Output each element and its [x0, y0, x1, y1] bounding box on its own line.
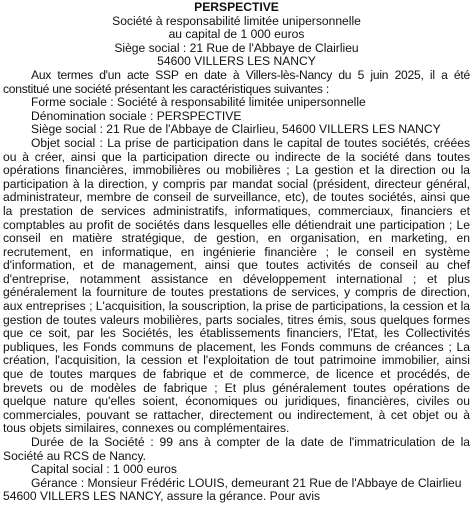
- share-capital-line: Capital social : 1 000 euros: [31, 462, 177, 477]
- company-name-line: Dénomination sociale : PERSPECTIVE: [31, 108, 242, 123]
- head-office-line: Siège social : 21 Rue de l'Abbaye de Clairlieu, 54600 VILLERS LES NANCY: [31, 122, 441, 137]
- legal-form-line: Forme sociale : Société à responsabilité limitée unipersonnelle: [31, 95, 366, 110]
- intro-paragraph: Aux termes d'un acte SSP en date à Villers-lès-Nancy du 5 juin 2025, il a été constitué une société présentant les caractéristiques suivantes :: [3, 67, 470, 96]
- company-legal-form: Société à responsabilité limitée unipersonnelle: [112, 13, 361, 28]
- corporate-purpose-paragraph: Objet social : La prise de participation dans le capital de toutes sociétés, créées ou à créer, ainsi que la participation directe ou indirecte de la société dans toutes opérations financières, immobilières ou mobilières ; La gestion et la direction ou la participation à la direction, y compris par mandat social (président, directeur général, administrateur, membre de conseil de surveillance, etc), de toutes sociétés, ainsi que la prestation de services administratifs, informatiques, commerciaux, financiers et comptables au profit de sociétés dans lesquelles elle détiendrait une participation ; Le conseil en matière stratégique, de gestion, en organisation, en marketing, en recrutement, en informatique, en ingénierie financière ; le conseil en système d'information, et de management, ainsi que toutes activités de conseil au chef d'entreprise, notamment assistance en développement international ; et plus généralement la fourniture de toutes prestations de services, y compris de direction, aux entreprises ; L'acquisition, la souscription, la prise de participations, la cession et la gestion de toutes valeurs mobilières, parts sociales, titres émis, sous quelques formes que ce soit, par les Sociétés, les établissements financiers, l'Etat, les Collectivités publiques, les Fonds communs de placement, les Fonds communs de créances ; La création, l'acquisition, la cession et l'exploitation de tout patrimoine immobilier, ainsi que de toutes marques de fabrique et de commerce, de licence et procédés, de brevets ou de modèles de fabrique ; Et plus généralement toutes opérations de quelque nature qu'elles soient, économiques ou juridiques, financières, civiles ou commerciales, pouvant se rattacher, directement ou indirectement, à cet objet ou à tous objets similaires, connexes ou complémentaires.: [3, 135, 470, 436]
- duration-paragraph: Durée de la Société : 99 ans à compter de la date de l'immatriculation de la Société au RCS de Nancy.: [3, 435, 470, 463]
- management-line: Gérance : Monsieur Frédéric LOUIS, demeurant 21 Rue de l'Abbaye de Clairlieu: [31, 475, 462, 490]
- company-name-title: PERSPECTIVE: [194, 0, 279, 14]
- company-capital: au capital de 1 000 euros: [168, 27, 305, 42]
- management-line-continued: 54600 VILLERS LES NANCY, assure la gérance. Pour avis: [3, 489, 321, 504]
- company-city: 54600 VILLERS LES NANCY: [157, 54, 316, 69]
- company-head-office: Siège social : 21 Rue de l'Abbaye de Clairlieu: [114, 40, 359, 55]
